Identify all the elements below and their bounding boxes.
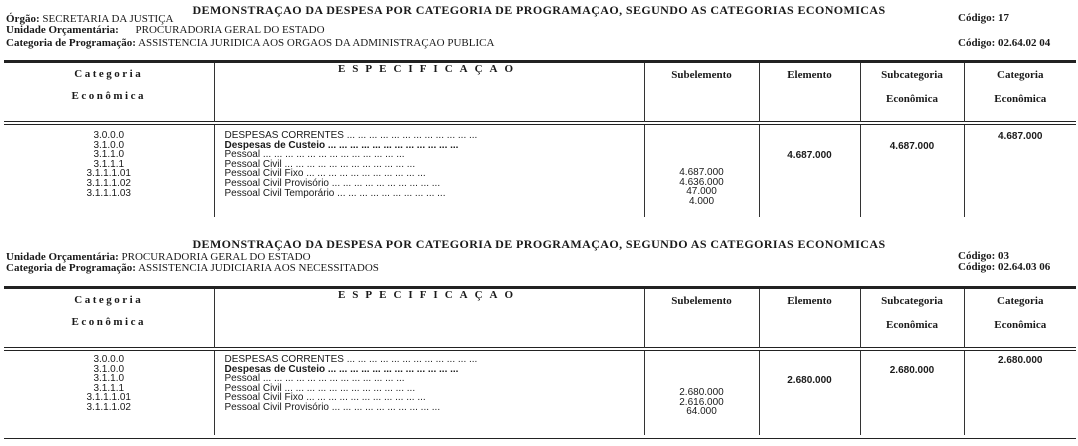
list-item: 2.680.000	[679, 387, 724, 398]
list-item: 3.1.0.0	[93, 139, 125, 151]
section2-categoria-column	[964, 351, 1076, 435]
header-elemento: Elemento	[759, 63, 860, 122]
section2-subcategoria-value: 2.680.000	[889, 365, 935, 376]
list-item: 3.1.1.1	[93, 382, 125, 394]
list-item: 3.1.1.1.02	[86, 177, 131, 189]
section1-table	[4, 63, 1076, 217]
header-especificacao: ESPECIFICAÇAO	[214, 289, 644, 348]
list-item: Pessoal Civil Provisório ... ... ... ... ... ... ... ... ... ...	[224, 401, 441, 413]
list-item: Pessoal Civil Fixo ... ... ... ... ... ... ... ... ... ... ...	[224, 168, 426, 180]
list-item: Pessoal Civil Fixo ... ... ... ... ... ... ... ... ... ... ...	[224, 392, 426, 404]
list-item: 3.0.0.0	[93, 354, 125, 365]
header-categoria-economica-total: Categoria Econômica	[964, 289, 1076, 348]
list-item: Pessoal ... ... ... ... ... ... ... ... ... ... ... ... ...	[224, 149, 405, 161]
header-especificacao: ESPECIFICAÇAO	[214, 63, 644, 122]
list-item: 47.000	[686, 186, 717, 198]
list-item: Despesas de Custeio ... ... ... ... ... ... ... ... ... ... ... ...	[224, 139, 459, 151]
section2-unidade: Unidade Orçamentária: PROCURADORIA GERAL DO ESTADO	[6, 251, 311, 263]
section2-categoria-value: 2.680.000	[998, 355, 1043, 366]
list-item: 4.636.000	[679, 176, 724, 188]
header-categoria-economica-total: Categoria Econômica	[964, 63, 1076, 122]
section1-subcategoria-value: 4.687.000	[889, 141, 935, 152]
header-categoria-economica: Categoria Econômica	[71, 294, 146, 328]
section1-subcategoria-column	[860, 125, 964, 217]
section2-codigo-unidade: Código: 03	[958, 250, 1010, 262]
list-item: 3.1.1.1	[93, 158, 125, 170]
header-subcategoria-economica: Subcategoria Econômica	[860, 289, 964, 348]
list-item: 3.1.1.1.01	[86, 168, 131, 180]
list-item: 3.0.0.0	[93, 130, 125, 141]
list-item: 4.000	[688, 195, 715, 207]
list-item: Pessoal ... ... ... ... ... ... ... ... ... ... ... ... ...	[224, 373, 405, 385]
list-item: Pessoal Civil Provisório ... ... ... ... ... ... ... ... ... ...	[224, 177, 441, 189]
section2-subelemento-column	[644, 351, 759, 435]
header-subelemento: Subelemento	[644, 289, 759, 348]
header-subcategoria-economica: Subcategoria Econômica	[860, 63, 964, 122]
section2-subcategoria-column	[860, 351, 964, 435]
section1-codigo-programacao: Código: 02.64.02 04	[958, 37, 1051, 49]
section1-orgao: Órgão: SECRETARIA DA JUSTIÇA	[6, 13, 174, 25]
section2-desc-column	[214, 351, 644, 435]
section2-codigo-programacao: Código: 02.64.03 06	[958, 261, 1051, 273]
section2-codes-column	[4, 351, 214, 435]
section1-desc-column	[214, 125, 644, 217]
section1-subelemento-column	[644, 125, 759, 217]
list-item: Pessoal Civil ... ... ... ... ... ... ... ... ... ... ... ...	[224, 158, 416, 170]
section1-codes-column	[4, 125, 214, 217]
list-item: 3.1.1.0	[93, 373, 125, 385]
section2-elemento-value: 2.680.000	[787, 375, 832, 386]
list-item: DESPESAS CORRENTES ... ... ... ... ... ... ... ... ... ... ... ...	[224, 130, 478, 141]
list-item: Pessoal Civil ... ... ... ... ... ... ... ... ... ... ... ...	[224, 382, 416, 394]
section2-table	[4, 289, 1076, 435]
list-item: 4.687.000	[679, 167, 724, 178]
list-item: 64.000	[686, 406, 717, 418]
section1-title: DEMONSTRAÇAO DA DESPESA POR CATEGORIA DE PROGRAMAÇAO, SEGUNDO AS CATEGORIAS ECONOMICAS	[192, 3, 886, 17]
list-item: 3.1.1.1.01	[86, 392, 131, 404]
section2-bottom-rule	[4, 438, 1076, 439]
list-item: 3.1.0.0	[93, 363, 125, 375]
header-categoria-economica: Categoria Econômica	[71, 68, 146, 102]
header-elemento: Elemento	[759, 289, 860, 348]
list-item: Pessoal Civil Temporário ... ... ... ... ... ... ... ... ... ...	[224, 187, 446, 199]
header-subelemento: Subelemento	[644, 63, 759, 122]
section1-elemento-column	[759, 125, 860, 217]
section1-categoria-value: 4.687.000	[998, 131, 1043, 142]
section1-categoria-programacao: Categoria de Programação: ASSISTENCIA JURIDICA AOS ORGAOS DA ADMINISTRAÇAO PUBLICA	[6, 37, 495, 49]
section2-title: DEMONSTRAÇAO DA DESPESA POR CATEGORIA DE PROGRAMAÇAO, SEGUNDO AS CATEGORIAS ECONOMICAS	[192, 237, 886, 251]
list-item: DESPESAS CORRENTES ... ... ... ... ... ... ... ... ... ... ... ...	[224, 354, 478, 365]
list-item: 3.1.1.0	[93, 149, 125, 161]
section1-codigo-orgao: Código: 17	[958, 12, 1010, 24]
list-item: 3.1.1.1.03	[86, 187, 131, 199]
section2-elemento-column	[759, 351, 860, 435]
list-item: Despesas de Custeio ... ... ... ... ... ... ... ... ... ... ... ...	[224, 363, 459, 375]
section2-categoria-programacao: Categoria de Programação: ASSISTENCIA JUDICIARIA AOS NECESSITADOS	[6, 262, 379, 274]
section1-unidade: Unidade Orçamentária: PROCURADORIA GERAL DO ESTADO	[6, 24, 325, 36]
list-item: 3.1.1.1.02	[86, 401, 131, 413]
section1-elemento-value: 4.687.000	[787, 150, 832, 161]
section1-categoria-column	[964, 125, 1076, 217]
list-item: 2.616.000	[679, 396, 724, 408]
